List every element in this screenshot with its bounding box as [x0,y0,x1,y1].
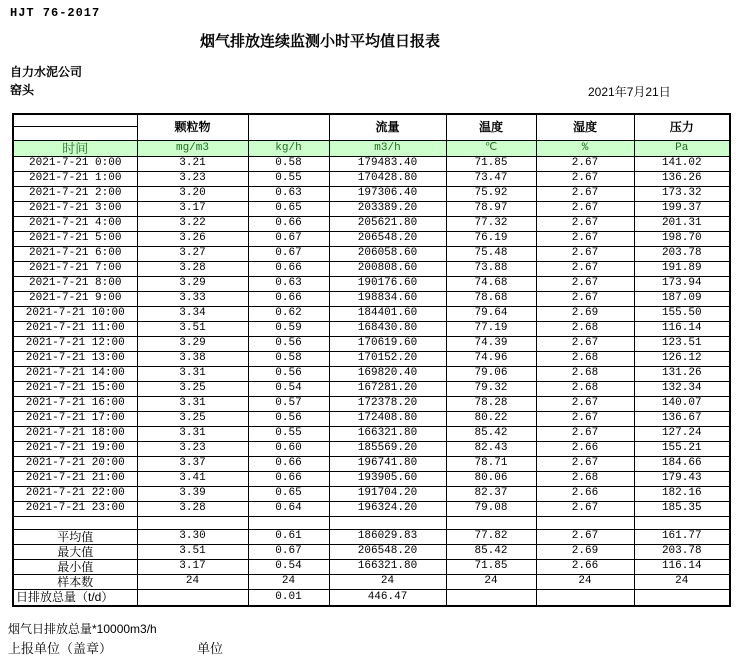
time-cell: 2021-7-21 1:00 [13,171,137,186]
unit-header-row [13,140,730,156]
time-cell: 2021-7-21 5:00 [13,231,137,246]
value-cell: 206058.60 [329,246,446,261]
value-cell: 3.33 [137,291,248,306]
separator-cell [248,516,329,529]
value-cell: 169820.40 [329,366,446,381]
summary-value-cell: 166321.80 [329,559,446,574]
time-cell: 2021-7-21 8:00 [13,276,137,291]
table-row [13,216,730,231]
header-particulate-rate [248,114,329,140]
table-row [13,246,730,261]
value-cell: 155.50 [634,306,730,321]
value-cell: 0.67 [248,246,329,261]
value-cell: 3.25 [137,381,248,396]
value-cell: 203389.20 [329,201,446,216]
value-cell: 75.48 [446,246,536,261]
value-cell: 73.47 [446,171,536,186]
summary-row [13,529,730,544]
value-cell: 127.24 [634,426,730,441]
value-cell: 203.78 [634,246,730,261]
unit-label: 单位 [197,641,224,656]
value-cell: 131.26 [634,366,730,381]
table-row [13,501,730,516]
value-cell: 123.51 [634,336,730,351]
value-cell: 0.56 [248,336,329,351]
value-cell: 0.66 [248,291,329,306]
value-cell: 3.37 [137,456,248,471]
summary-value-cell: 24 [137,574,248,589]
value-cell: 2.68 [536,351,634,366]
time-cell: 2021-7-21 4:00 [13,216,137,231]
summary-value-cell: 24 [446,574,536,589]
value-cell: 3.31 [137,426,248,441]
summary-value-cell [137,589,248,606]
value-cell: 0.55 [248,426,329,441]
value-cell: 173.32 [634,186,730,201]
value-cell: 74.96 [446,351,536,366]
summary-row [13,559,730,574]
value-cell: 77.19 [446,321,536,336]
time-cell: 2021-7-21 14:00 [13,366,137,381]
value-cell: 140.07 [634,396,730,411]
time-cell: 2021-7-21 13:00 [13,351,137,366]
value-cell: 3.51 [137,321,248,336]
value-cell: 0.65 [248,486,329,501]
summary-value-cell: 85.42 [446,544,536,559]
value-cell: 2.68 [536,471,634,486]
value-cell: 2.67 [536,231,634,246]
value-cell: 74.68 [446,276,536,291]
unit-mg-m3: mg/m3 [137,140,248,156]
summary-label: 最大值 [13,544,137,559]
value-cell: 2.67 [536,456,634,471]
value-cell: 190176.60 [329,276,446,291]
value-cell: 2.67 [536,396,634,411]
time-header-blank [13,114,137,140]
unit-celsius: ℃ [446,140,536,156]
table-row [13,306,730,321]
table-row [13,381,730,396]
value-cell: 78.28 [446,396,536,411]
value-cell: 3.29 [137,336,248,351]
summary-value-cell: 0.54 [248,559,329,574]
value-cell: 2.67 [536,261,634,276]
table-row [13,336,730,351]
header-temperature: 温度 [446,114,536,140]
summary-label: 平均值 [13,529,137,544]
value-cell: 77.32 [446,216,536,231]
value-cell: 3.20 [137,186,248,201]
summary-value-cell: 2.66 [536,559,634,574]
summary-value-cell: 116.14 [634,559,730,574]
value-cell: 3.41 [137,471,248,486]
summary-value-cell: 24 [248,574,329,589]
separator-cell [634,516,730,529]
footer-note: 烟气日排放总量*10000m3/h [8,622,157,636]
value-cell: 2.68 [536,381,634,396]
value-cell: 3.28 [137,261,248,276]
value-cell: 0.59 [248,321,329,336]
value-cell: 172378.20 [329,396,446,411]
time-cell: 2021-7-21 2:00 [13,186,137,201]
value-cell: 167281.20 [329,381,446,396]
value-cell: 71.85 [446,156,536,171]
summary-row [13,574,730,589]
value-cell: 73.88 [446,261,536,276]
value-cell: 3.27 [137,246,248,261]
value-cell: 0.66 [248,471,329,486]
value-cell: 2.67 [536,171,634,186]
table-row [13,426,730,441]
value-cell: 2.66 [536,486,634,501]
table-row [13,171,730,186]
value-cell: 185.35 [634,501,730,516]
header-flow: 流量 [329,114,446,140]
value-cell: 79.08 [446,501,536,516]
time-cell: 2021-7-21 10:00 [13,306,137,321]
value-cell: 2.67 [536,276,634,291]
time-cell: 2021-7-21 18:00 [13,426,137,441]
summary-value-cell: 446.47 [329,589,446,606]
value-cell: 205621.80 [329,216,446,231]
value-cell: 3.31 [137,366,248,381]
value-cell: 2.67 [536,186,634,201]
table-row [13,321,730,336]
value-cell: 2.67 [536,246,634,261]
value-cell: 3.38 [137,351,248,366]
summary-value-cell: 206548.20 [329,544,446,559]
summary-value-cell: 24 [329,574,446,589]
summary-value-cell: 3.30 [137,529,248,544]
value-cell: 3.23 [137,171,248,186]
value-cell: 136.26 [634,171,730,186]
value-cell: 80.22 [446,411,536,426]
site-name: 窑头 [10,83,35,97]
value-cell: 3.25 [137,411,248,426]
value-cell: 184.66 [634,456,730,471]
value-cell: 196324.20 [329,501,446,516]
summary-value-cell: 24 [536,574,634,589]
time-cell: 2021-7-21 17:00 [13,411,137,426]
group-header-row [13,114,730,140]
time-cell: 2021-7-21 20:00 [13,456,137,471]
value-cell: 79.32 [446,381,536,396]
time-cell: 2021-7-21 7:00 [13,261,137,276]
value-cell: 3.28 [137,501,248,516]
value-cell: 75.92 [446,186,536,201]
time-header: 时间 [13,140,137,156]
value-cell: 197306.40 [329,186,446,201]
value-cell: 0.66 [248,456,329,471]
value-cell: 82.37 [446,486,536,501]
time-cell: 2021-7-21 22:00 [13,486,137,501]
value-cell: 196741.80 [329,456,446,471]
time-cell: 2021-7-21 21:00 [13,471,137,486]
value-cell: 0.55 [248,171,329,186]
value-cell: 170152.20 [329,351,446,366]
value-cell: 0.56 [248,366,329,381]
header-particulate: 颗粒物 [137,114,248,140]
value-cell: 179483.40 [329,156,446,171]
value-cell: 3.21 [137,156,248,171]
value-cell: 2.67 [536,291,634,306]
value-cell: 206548.20 [329,231,446,246]
time-cell: 2021-7-21 0:00 [13,156,137,171]
value-cell: 2.67 [536,411,634,426]
summary-value-cell: 0.67 [248,544,329,559]
summary-value-cell: 161.77 [634,529,730,544]
unit-percent: % [536,140,634,156]
summary-row [13,589,730,606]
value-cell: 2.68 [536,366,634,381]
summary-label: 日排放总量（t/d） [13,589,137,606]
value-cell: 0.56 [248,411,329,426]
unit-m3-h: m3/h [329,140,446,156]
summary-label: 最小值 [13,559,137,574]
value-cell: 82.43 [446,441,536,456]
value-cell: 74.39 [446,336,536,351]
value-cell: 170619.60 [329,336,446,351]
value-cell: 132.34 [634,381,730,396]
table-row [13,351,730,366]
table-row [13,186,730,201]
value-cell: 199.37 [634,201,730,216]
value-cell: 3.39 [137,486,248,501]
value-cell: 3.29 [137,276,248,291]
page-title: 烟气排放连续监测小时平均值日报表 [199,33,440,50]
table-row [13,441,730,456]
value-cell: 79.64 [446,306,536,321]
value-cell: 2.67 [536,201,634,216]
value-cell: 3.34 [137,306,248,321]
value-cell: 79.06 [446,366,536,381]
separator-cell [446,516,536,529]
separator-row [13,516,730,529]
time-cell: 2021-7-21 3:00 [13,201,137,216]
summary-value-cell: 3.17 [137,559,248,574]
value-cell: 2.67 [536,216,634,231]
summary-value-cell [446,589,536,606]
value-cell: 0.64 [248,501,329,516]
value-cell: 170428.80 [329,171,446,186]
header-pressure: 压力 [634,114,730,140]
value-cell: 2.67 [536,501,634,516]
table-row [13,201,730,216]
table-row [13,366,730,381]
summary-value-cell: 2.69 [536,544,634,559]
table-row [13,456,730,471]
summary-row [13,544,730,559]
value-cell: 185569.20 [329,441,446,456]
value-cell: 0.58 [248,351,329,366]
value-cell: 76.19 [446,231,536,246]
value-cell: 0.66 [248,261,329,276]
summary-value-cell [634,589,730,606]
summary-value-cell: 2.67 [536,529,634,544]
value-cell: 191.89 [634,261,730,276]
summary-value-cell: 203.78 [634,544,730,559]
value-cell: 0.66 [248,216,329,231]
time-cell: 2021-7-21 16:00 [13,396,137,411]
value-cell: 173.94 [634,276,730,291]
report-unit-label: 上报单位（盖章） [8,641,113,656]
value-cell: 193905.60 [329,471,446,486]
value-cell: 126.12 [634,351,730,366]
value-cell: 184401.60 [329,306,446,321]
value-cell: 2.67 [536,156,634,171]
value-cell: 0.58 [248,156,329,171]
time-cell: 2021-7-21 9:00 [13,291,137,306]
value-cell: 0.63 [248,276,329,291]
value-cell: 3.26 [137,231,248,246]
summary-value-cell: 0.61 [248,529,329,544]
value-cell: 0.57 [248,396,329,411]
value-cell: 2.67 [536,336,634,351]
value-cell: 0.60 [248,441,329,456]
report-table [12,113,731,607]
separator-cell [329,516,446,529]
separator-cell [536,516,634,529]
value-cell: 3.31 [137,396,248,411]
table-row [13,156,730,171]
value-cell: 3.17 [137,201,248,216]
value-cell: 0.54 [248,381,329,396]
value-cell: 2.67 [536,426,634,441]
value-cell: 3.22 [137,216,248,231]
header-humidity: 湿度 [536,114,634,140]
time-cell: 2021-7-21 23:00 [13,501,137,516]
value-cell: 201.31 [634,216,730,231]
value-cell: 3.23 [137,441,248,456]
company-name: 自力水泥公司 [10,65,83,79]
value-cell: 182.16 [634,486,730,501]
summary-value-cell: 71.85 [446,559,536,574]
time-cell: 2021-7-21 15:00 [13,381,137,396]
table-row [13,276,730,291]
value-cell: 141.02 [634,156,730,171]
report-date: 2021年7月21日 [588,85,671,99]
time-cell: 2021-7-21 19:00 [13,441,137,456]
value-cell: 2.69 [536,306,634,321]
summary-value-cell: 186029.83 [329,529,446,544]
table-row [13,411,730,426]
value-cell: 172408.80 [329,411,446,426]
summary-label: 样本数 [13,574,137,589]
summary-value-cell: 3.51 [137,544,248,559]
table-row [13,471,730,486]
value-cell: 2.66 [536,441,634,456]
value-cell: 198.70 [634,231,730,246]
value-cell: 0.67 [248,231,329,246]
value-cell: 0.65 [248,201,329,216]
table-body [13,156,730,606]
summary-value-cell: 24 [634,574,730,589]
separator-cell [13,516,137,529]
value-cell: 80.06 [446,471,536,486]
value-cell: 0.63 [248,186,329,201]
value-cell: 0.62 [248,306,329,321]
value-cell: 136.67 [634,411,730,426]
value-cell: 78.68 [446,291,536,306]
value-cell: 85.42 [446,426,536,441]
standard-code: HJT 76-2017 [10,6,101,20]
value-cell: 191704.20 [329,486,446,501]
summary-value-cell: 77.82 [446,529,536,544]
table-row [13,261,730,276]
table-row [13,486,730,501]
value-cell: 168430.80 [329,321,446,336]
time-cell: 2021-7-21 12:00 [13,336,137,351]
value-cell: 116.14 [634,321,730,336]
value-cell: 200808.60 [329,261,446,276]
time-cell: 2021-7-21 11:00 [13,321,137,336]
value-cell: 198834.60 [329,291,446,306]
value-cell: 78.97 [446,201,536,216]
value-cell: 78.71 [446,456,536,471]
summary-value-cell: 0.01 [248,589,329,606]
unit-pa: Pa [634,140,730,156]
value-cell: 187.09 [634,291,730,306]
value-cell: 179.43 [634,471,730,486]
summary-value-cell [536,589,634,606]
separator-cell [137,516,248,529]
table-row [13,291,730,306]
value-cell: 155.21 [634,441,730,456]
value-cell: 166321.80 [329,426,446,441]
unit-kg-h: kg/h [248,140,329,156]
time-cell: 2021-7-21 6:00 [13,246,137,261]
table-row [13,231,730,246]
value-cell: 2.68 [536,321,634,336]
table-row [13,396,730,411]
